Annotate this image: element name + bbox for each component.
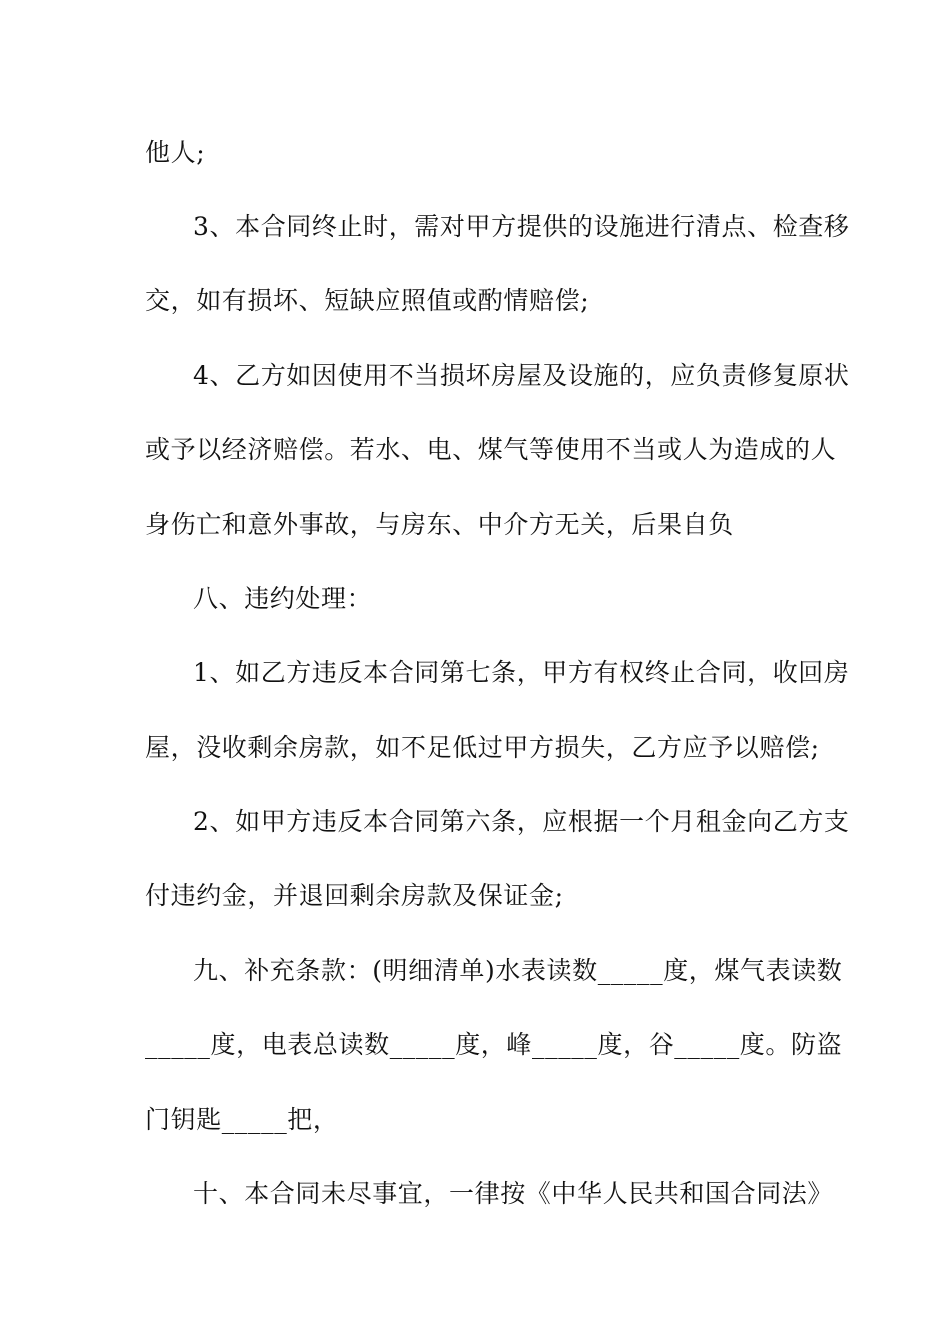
text-line: 1、如乙方违反本合同第七条，甲方有权终止合同，收回房 (193, 658, 850, 687)
section-heading: 八、违约处理： (193, 584, 373, 613)
text-line: 3、本合同终止时，需对甲方提供的设施进行清点、检查移 (193, 212, 850, 241)
text-line: 九、补充条款：(明细清单)水表读数_____度，煤气表读数 (193, 956, 843, 985)
text-line: 十、本合同未尽事宜，一律按《中华人民共和国合同法》 (193, 1179, 834, 1208)
text-line: 门钥匙_____把， (145, 1105, 339, 1134)
text-line: 或予以经济赔偿。若水、电、煤气等使用不当或人为造成的人 (145, 435, 837, 464)
text-line: _____度，电表总读数_____度，峰_____度，谷_____度。防盗 (145, 1030, 843, 1059)
text-line: 身伤亡和意外事故，与房东、中介方无关，后果自负 (145, 510, 734, 539)
text-line: 他人; (145, 138, 206, 167)
text-line: 交，如有损坏、短缺应照值或酌情赔偿; (145, 286, 590, 315)
text-line: 付违约金，并退回剩余房款及保证金; (145, 881, 564, 910)
text-line: 2、如甲方违反本合同第六条，应根据一个月租金向乙方支 (193, 807, 850, 836)
text-line: 屋，没收剩余房款，如不足低过甲方损失，乙方应予以赔偿; (145, 733, 820, 762)
text-line: 4、乙方如因使用不当损坏房屋及设施的，应负责修复原状 (193, 361, 850, 390)
